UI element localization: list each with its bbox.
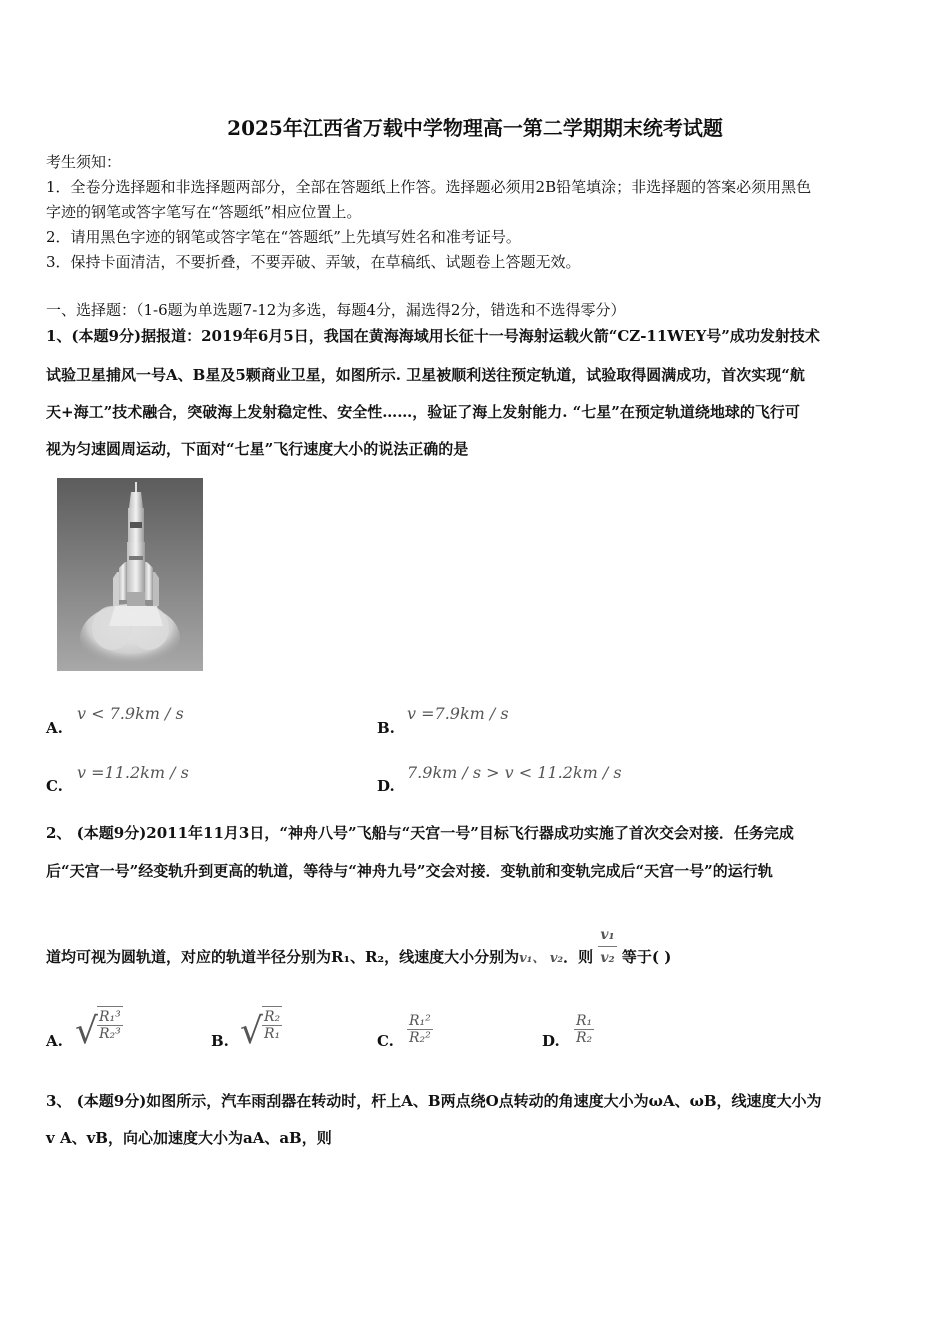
notice-line: 字迹的钢笔或答字笔写在“答题纸”相应位置上。 bbox=[46, 203, 362, 221]
q1-option-a-letter: A. bbox=[46, 719, 63, 737]
notice-line: 2．请用黑色字迹的钢笔或答字笔在“答题纸”上先填写姓名和准考证号。 bbox=[46, 228, 521, 246]
q1-line: 视为匀速圆周运动，下面对“七星”飞行速度大小的说法正确的是 bbox=[46, 440, 469, 458]
q2-a-numerator: R₁³ bbox=[98, 1009, 121, 1025]
q2-line-3-suffix: 等于( ) bbox=[621, 948, 672, 966]
q2-velocity-ratio bbox=[598, 924, 616, 969]
section-heading: 一、选择题：（1-6题为单选题7-12为多选，每题4分，漏选得2分，错选和不选得零分） bbox=[46, 301, 626, 319]
page-title: 2025年江西省万载中学物理高一第二学期期末统考试题 bbox=[227, 116, 723, 140]
q2-option-d-expr bbox=[574, 1013, 594, 1046]
q2-option-a-letter: A. bbox=[46, 1032, 63, 1050]
q3-line: 3、 (本题9分)如图所示，汽车雨刮器在转动时，杆上A、B两点绕O点转动的角速度大小为ωA、ωB，线速度大小为 bbox=[46, 1092, 822, 1110]
q1-line: 试验卫星捕风一号A、B星及5颗商业卫星，如图所示. 卫星被顺利送往预定轨道，试验取得圆满成功，首次实现“航 bbox=[46, 366, 805, 384]
q2-line: 2、 (本题9分)2011年11月3日，“神舟八号”飞船与“天宫一号”目标飞行器成功实施了首次交会对接．任务完成 bbox=[46, 824, 794, 842]
q2-b-numerator: R₂ bbox=[263, 1009, 281, 1025]
q2-option-d-letter: D. bbox=[542, 1032, 560, 1050]
q2-option-b-expr: √ $\frac{\text{R₂}}{\text{R₁}}$ bbox=[240, 1006, 282, 1058]
q2-option-b-letter: B. bbox=[211, 1032, 229, 1050]
q2-c-denominator: R₂² bbox=[409, 1030, 431, 1046]
notice-heading: 考生须知： bbox=[46, 153, 122, 171]
q1-option-d-expr: 7.9km / s > v < 11.2km / s bbox=[407, 763, 622, 782]
q2-line-3-mid: ．则 bbox=[563, 948, 594, 966]
q2-line-3 bbox=[46, 926, 672, 970]
q1-line: 1、(本题9分)据报道：2019年6月5日，我国在黄海海域用长征十一号海射运载火箭“CZ-11WEY号”成功发射技术 bbox=[46, 327, 820, 345]
q2-velocity-symbols: v₁、 v₂ bbox=[519, 951, 564, 966]
q2-option-c-expr bbox=[407, 1013, 433, 1046]
q1-option-d-letter: D. bbox=[377, 777, 395, 795]
q1-option-c-expr: v =11.2km / s bbox=[77, 763, 189, 782]
q2-option-a-expr: √ $\frac{\text{R₁³}}{\text{R₂³}}$ bbox=[75, 1006, 123, 1058]
q1-option-c-letter: C. bbox=[46, 777, 63, 795]
q2-ratio-numerator: v₁ bbox=[598, 924, 616, 947]
rocket-launch-photo bbox=[57, 478, 203, 671]
q2-d-denominator: R₂ bbox=[576, 1030, 593, 1046]
q1-line: 天+海工”技术融合，突破海上发射稳定性、安全性……，验证了海上发射能力. “七星”在预定轨道绕地球的飞行可 bbox=[46, 403, 800, 421]
notice-line: 1．全卷分选择题和非选择题两部分，全部在答题纸上作答。选择题必须用2B铅笔填涂；非选择题的答案必须用黑色 bbox=[46, 178, 812, 196]
q1-option-a-expr: v < 7.9km / s bbox=[77, 704, 184, 723]
q2-a-denominator: R₂³ bbox=[98, 1026, 121, 1042]
q2-c-numerator: R₁² bbox=[409, 1013, 431, 1029]
notice-line: 3．保持卡面清洁，不要折叠，不要弄破、弄皱，在草稿纸、试题卷上答题无效。 bbox=[46, 253, 581, 271]
q2-line: 后“天宫一号”经变轨升到更高的轨道，等待与“神舟九号”交会对接．变轨前和变轨完成后“天宫一号”的运行轨 bbox=[46, 862, 773, 880]
q1-option-b-expr: v =7.9km / s bbox=[407, 704, 509, 723]
q1-option-b-letter: B. bbox=[377, 719, 395, 737]
q2-line-3-prefix: 道均可视为圆轨道，对应的轨道半径分别为R₁、R₂，线速度大小分别为 bbox=[46, 948, 520, 966]
q2-d-numerator: R₁ bbox=[576, 1013, 593, 1029]
q2-b-denominator: R₁ bbox=[263, 1026, 281, 1042]
q3-line: v A、vB，向心加速度大小为aA、aB，则 bbox=[46, 1129, 332, 1147]
q2-ratio-denominator: v₂ bbox=[600, 949, 615, 966]
q2-option-c-letter: C. bbox=[377, 1032, 394, 1050]
